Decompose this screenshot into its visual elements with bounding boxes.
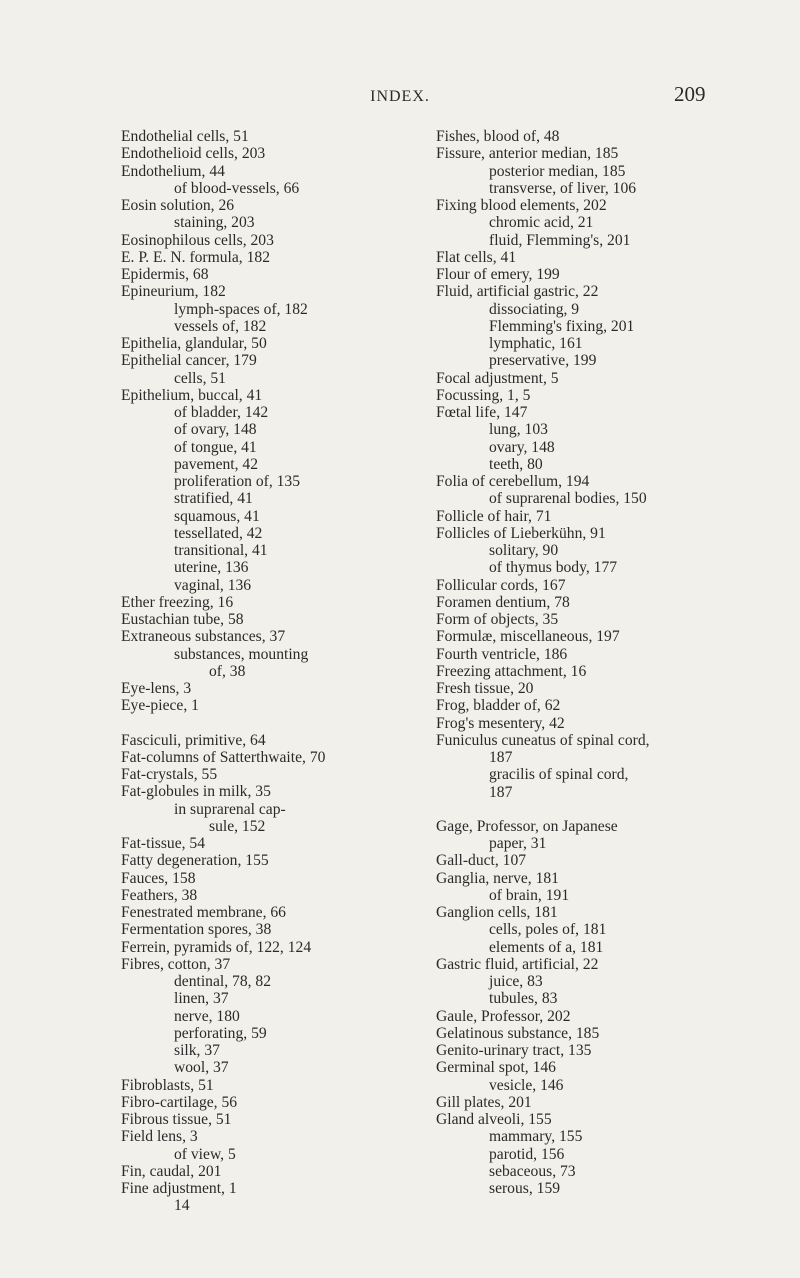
index-entry: Gall-duct, 107: [436, 852, 527, 870]
index-entry: Fluid, artificial gastric, 22: [436, 283, 599, 301]
index-subentry: transitional, 41: [174, 542, 268, 559]
index-entry: Gland alveoli, 155: [436, 1111, 552, 1128]
index-subentry: tubules, 83: [489, 990, 558, 1008]
index-subentry: sule, 152: [209, 817, 266, 835]
index-entry: Fine adjustment, 1: [121, 1180, 237, 1197]
index-subentry: nerve, 180: [174, 1007, 240, 1025]
index-column-left: [121, 128, 431, 1215]
index-subentry: dentinal, 78, 82: [174, 973, 272, 990]
index-entry: Folia of cerebellum, 194: [436, 473, 590, 490]
index-subentry: parotid, 156: [489, 1145, 565, 1163]
index-entry: Epineurium, 182: [121, 283, 226, 301]
index-entry: Eosin solution, 26: [121, 197, 235, 214]
index-subentry: of view, 5: [174, 1145, 236, 1163]
index-entry: Eye-lens, 3: [121, 680, 192, 697]
index-subentry: vessels of, 182: [174, 317, 267, 335]
index-entry: Flour of emery, 199: [436, 266, 560, 283]
index-subentry: serous, 159: [489, 1180, 561, 1197]
index-entry: Follicular cords, 167: [436, 576, 566, 594]
section-gap: [121, 715, 431, 732]
index-entry: Fourth ventricle, 186: [436, 645, 568, 663]
index-entry: Foramen dentium, 78: [436, 593, 570, 611]
index-entry: Ferrein, pyramids of, 122, 124: [121, 938, 312, 956]
index-entry: Epidermis, 68: [121, 266, 209, 283]
index-subentry: sebaceous, 73: [489, 1162, 576, 1180]
index-entry: Germinal spot, 146: [436, 1059, 556, 1077]
index-subentry: tessellated, 42: [174, 524, 263, 542]
index-subentry: gracilis of spinal cord,: [489, 766, 629, 784]
index-subentry: 14: [174, 1197, 190, 1215]
index-subentry: chromic acid, 21: [489, 214, 594, 232]
index-entry: Fat-tissue, 54: [121, 835, 206, 852]
index-subentry: juice, 83: [489, 973, 543, 990]
index-entry: Fibrous tissue, 51: [121, 1111, 232, 1128]
index-subentry: proliferation of, 135: [174, 473, 301, 490]
index-entry: Fermentation spores, 38: [121, 921, 272, 939]
index-subentry: in suprarenal cap-: [174, 800, 286, 818]
index-entry: Fresh tissue, 20: [436, 680, 534, 697]
index-entry: Fat-globules in milk, 35: [121, 783, 271, 801]
index-subentry: of brain, 191: [489, 886, 570, 904]
index-subentry: vesicle, 146: [489, 1076, 564, 1094]
index-entry: Endothelium, 44: [121, 162, 225, 180]
index-subentry: of bladder, 142: [174, 404, 269, 421]
index-subentry: Flemming's fixing, 201: [489, 317, 635, 335]
index-entry: Fixing blood elements, 202: [436, 197, 607, 214]
index-subentry: solitary, 90: [489, 542, 559, 559]
index-entry: Fin, caudal, 201: [121, 1162, 222, 1180]
index-subentry: pavement, 42: [174, 455, 259, 473]
index-entry: Gage, Professor, on Japanese: [436, 817, 618, 835]
index-subentry: posterior median, 185: [489, 162, 626, 180]
index-subentry: preservative, 199: [489, 352, 597, 370]
section-gap: [436, 801, 751, 818]
index-entry: Follicles of Lieberkühn, 91: [436, 524, 606, 542]
index-entry: Frog, bladder of, 62: [436, 697, 561, 715]
index-subentry: of ovary, 148: [174, 421, 257, 439]
index-entry: Fishes, blood of, 48: [436, 128, 560, 145]
index-entry: Formulæ, miscellaneous, 197: [436, 628, 620, 646]
index-entry: Fasciculi, primitive, 64: [121, 731, 266, 749]
index-subentry: elements of a, 181: [489, 938, 604, 956]
index-entry: Gelatinous substance, 185: [436, 1024, 600, 1042]
index-entry: Fat-columns of Satterthwaite, 70: [121, 748, 326, 766]
index-entry: Fauces, 158: [121, 869, 196, 887]
index-entry: Epithelia, glandular, 50: [121, 335, 267, 352]
index-subentry: lymph-spaces of, 182: [174, 300, 308, 318]
index-subentry: of tongue, 41: [174, 438, 257, 456]
index-entry: Genito-urinary tract, 135: [436, 1042, 592, 1059]
index-subentry: ovary, 148: [489, 438, 555, 456]
index-subentry: mammary, 155: [489, 1128, 583, 1146]
index-subentry: substances, mounting: [174, 645, 309, 663]
index-entry: Gastric fluid, artificial, 22: [436, 955, 599, 973]
index-entry: Gill plates, 201: [436, 1093, 532, 1111]
page-header-title: INDEX.: [370, 88, 430, 105]
index-entry: Fibro-cartilage, 56: [121, 1093, 238, 1111]
index-entry: Ether freezing, 16: [121, 593, 234, 611]
index-subentry: wool, 37: [174, 1059, 229, 1077]
index-entry: Fœtal life, 147: [436, 404, 528, 421]
index-entry: Feathers, 38: [121, 886, 198, 904]
index-subentry: cells, poles of, 181: [489, 921, 607, 939]
index-subentry: 187: [489, 749, 513, 766]
index-subentry: staining, 203: [174, 214, 255, 232]
index-entry: Fibroblasts, 51: [121, 1076, 214, 1094]
index-subentry: of suprarenal bodies, 150: [489, 490, 647, 508]
index-subentry: lymphatic, 161: [489, 335, 583, 352]
index-entry: Extraneous substances, 37: [121, 628, 286, 646]
index-entry: Endothelial cells, 51: [121, 128, 249, 145]
index-entry: Fissure, anterior median, 185: [436, 145, 619, 163]
index-entry: Field lens, 3: [121, 1128, 198, 1146]
index-entry: Ganglia, nerve, 181: [436, 869, 559, 887]
index-entry: Ganglion cells, 181: [436, 904, 558, 921]
index-entry: Fat-crystals, 55: [121, 766, 218, 783]
index-subentry: lung, 103: [489, 421, 548, 439]
index-subentry: of thymus body, 177: [489, 559, 618, 577]
index-entry: Flat cells, 41: [436, 248, 517, 266]
index-subentry: fluid, Flemming's, 201: [489, 231, 631, 249]
index-subentry: uterine, 136: [174, 559, 249, 577]
index-entry: Focussing, 1, 5: [436, 386, 531, 404]
index-subentry: stratified, 41: [174, 490, 253, 508]
index-entry: Focal adjustment, 5: [436, 369, 559, 387]
index-entry: Freezing attachment, 16: [436, 662, 587, 680]
index-entry: Eye-piece, 1: [121, 697, 199, 715]
index-entry: Form of objects, 35: [436, 611, 559, 628]
index-entry: Endothelioid cells, 203: [121, 145, 266, 163]
index-entry: Gaule, Professor, 202: [436, 1007, 571, 1025]
index-subentry: teeth, 80: [489, 455, 543, 473]
index-subentry: silk, 37: [174, 1042, 220, 1059]
index-subentry: cells, 51: [174, 369, 226, 387]
index-entry: E. P. E. N. formula, 182: [121, 248, 270, 266]
index-subentry: linen, 37: [174, 990, 229, 1008]
index-entry: Fatty degeneration, 155: [121, 852, 269, 870]
index-subentry: perforating, 59: [174, 1024, 267, 1042]
page-number: 209: [674, 82, 706, 106]
index-entry: Fibres, cotton, 37: [121, 955, 231, 973]
index-column-right: [436, 128, 751, 1197]
index-entry: Epithelium, buccal, 41: [121, 386, 263, 404]
index-subentry: squamous, 41: [174, 507, 260, 525]
index-entry: Epithelial cancer, 179: [121, 352, 257, 370]
index-entry: Fenestrated membrane, 66: [121, 904, 286, 921]
index-subentry: of, 38: [209, 662, 246, 680]
index-subentry: paper, 31: [489, 835, 547, 852]
index-entry: Eosinophilous cells, 203: [121, 231, 274, 249]
index-subentry: transverse, of liver, 106: [489, 179, 637, 197]
index-entry: Eustachian tube, 58: [121, 611, 244, 628]
index-subentry: vaginal, 136: [174, 576, 252, 594]
index-subentry: 187: [489, 783, 513, 801]
index-entry: Frog's mesentery, 42: [436, 714, 565, 732]
index-subentry: of blood-vessels, 66: [174, 179, 300, 197]
index-subentry: dissociating, 9: [489, 300, 580, 318]
index-entry: Funiculus cuneatus of spinal cord,: [436, 731, 650, 749]
index-entry: Follicle of hair, 71: [436, 507, 552, 525]
